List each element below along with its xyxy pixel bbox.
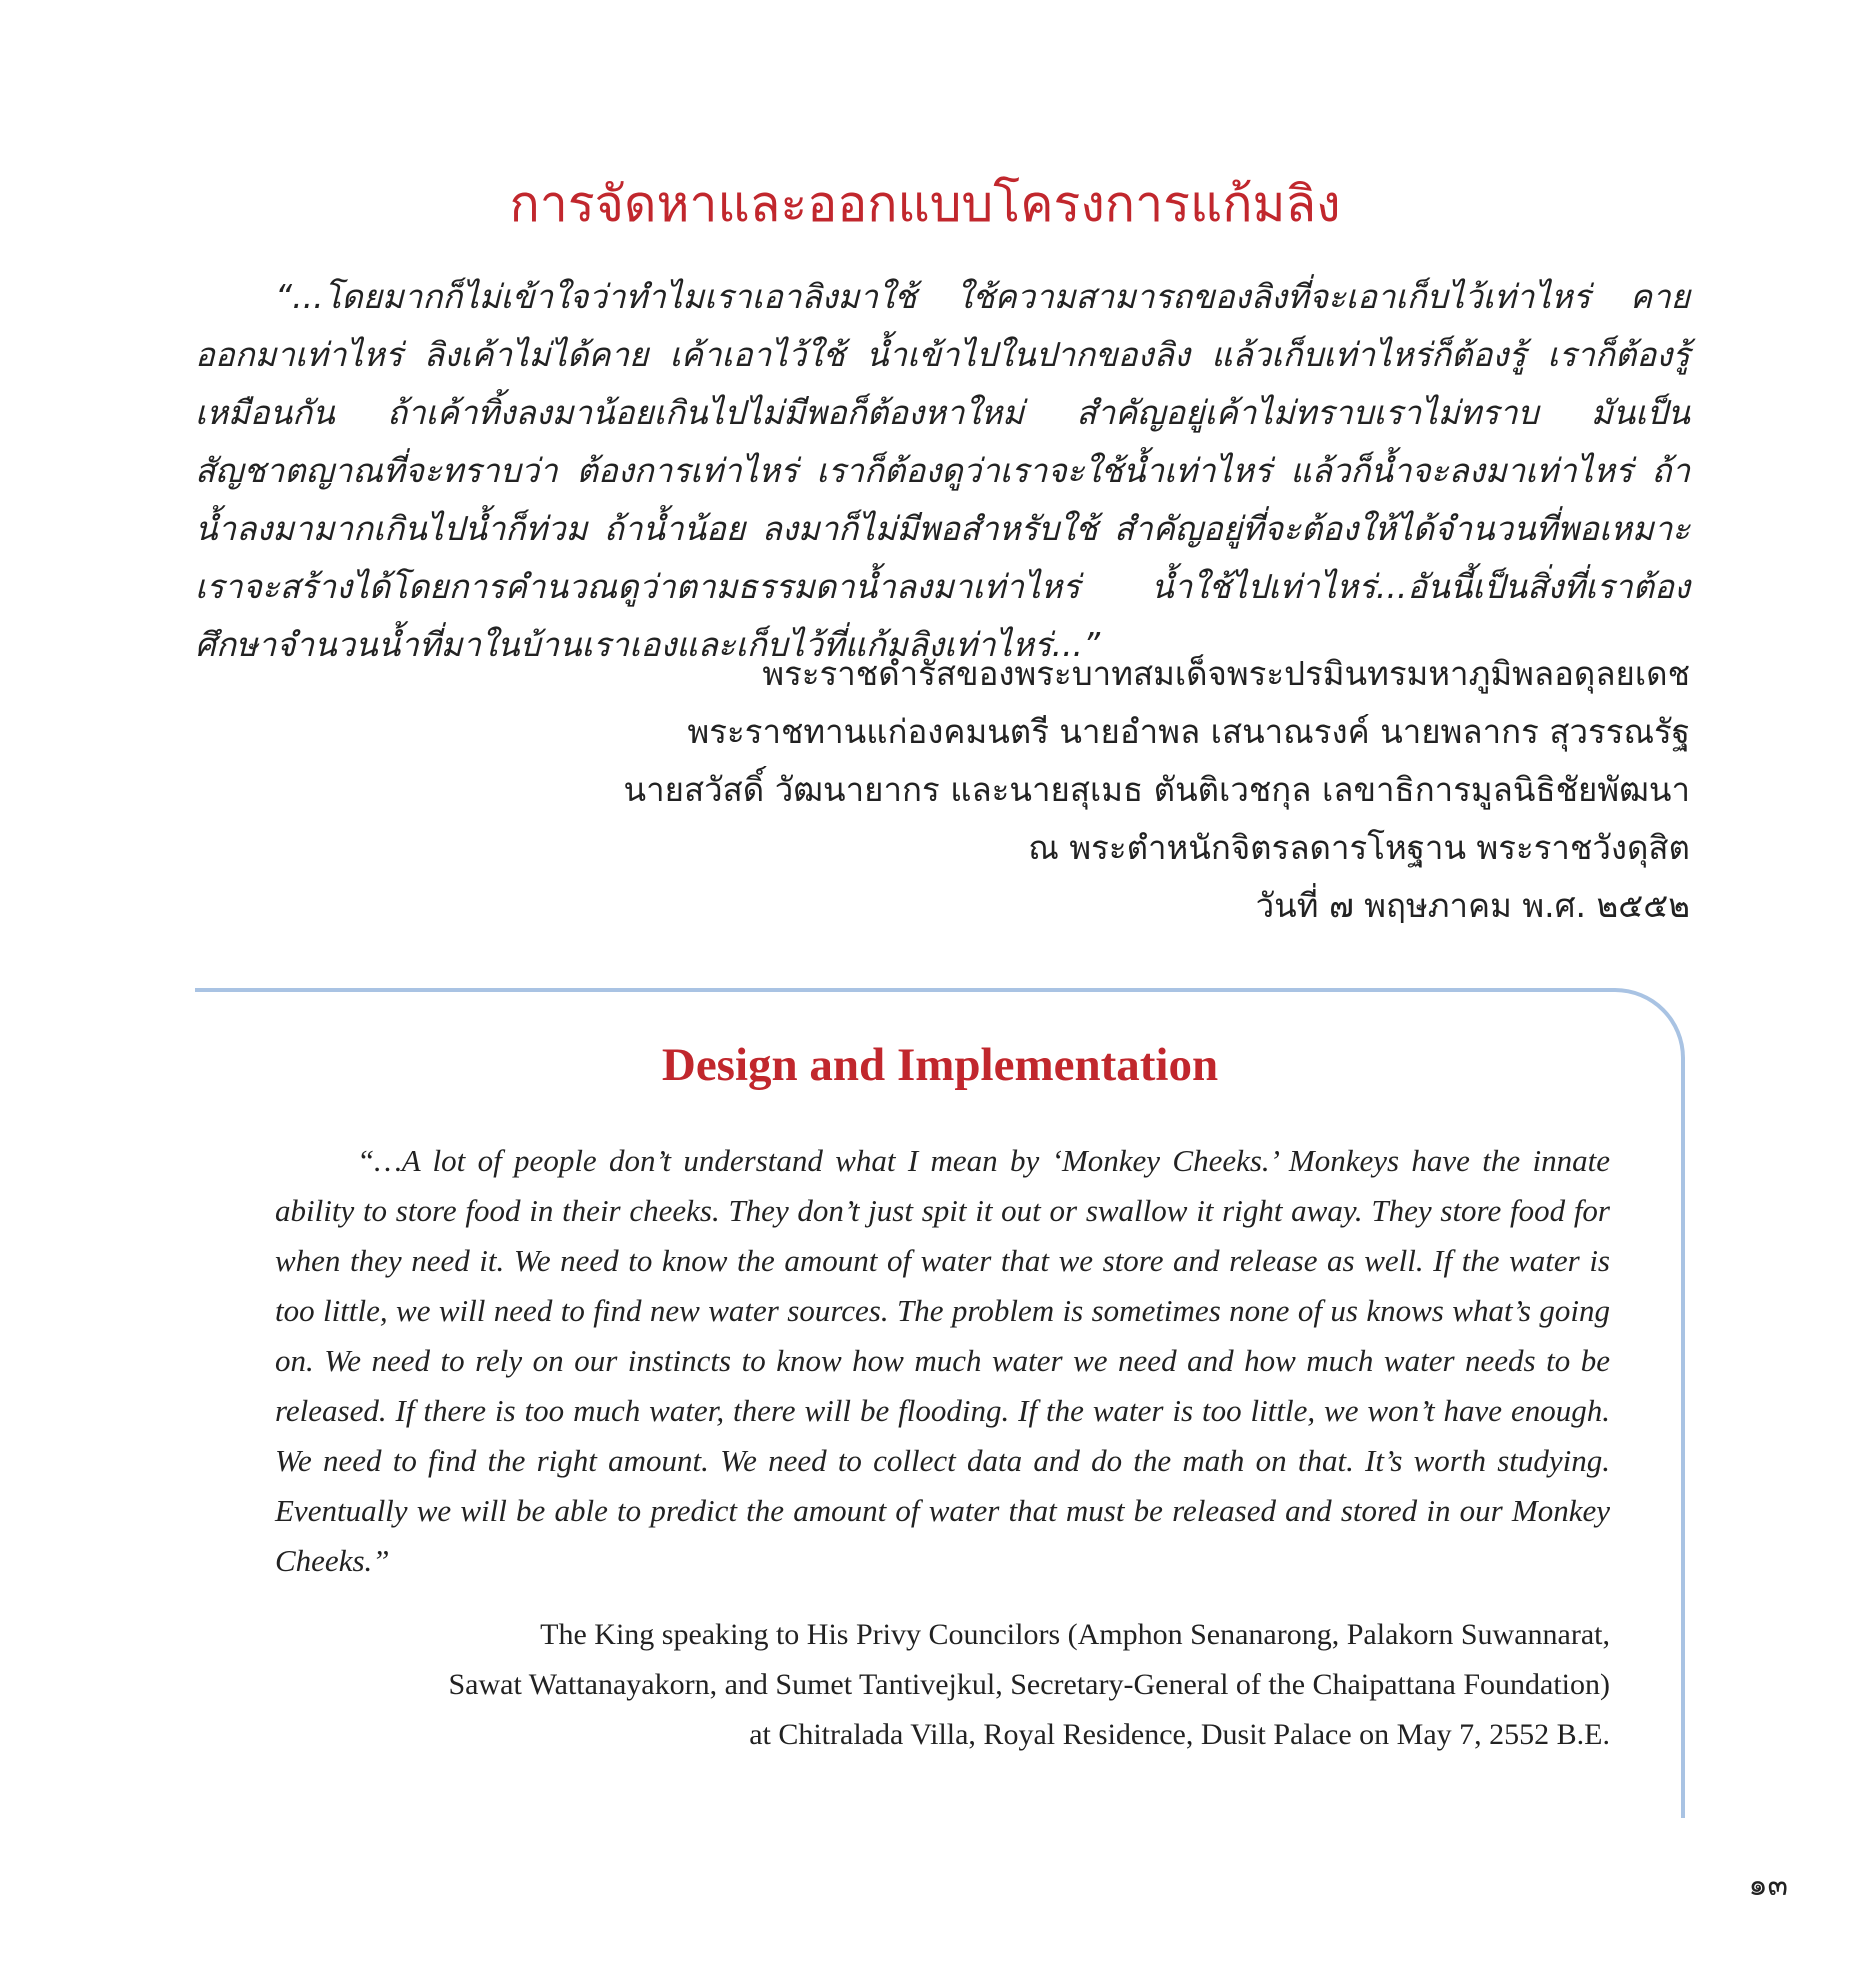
thai-attribution-line: นายสวัสดิ์ วัฒนายากร และนายสุเมธ ตันติเวชกุล เลขาธิการมูลนิธิชัยพัฒนา [623,770,1690,809]
thai-attribution-date: วันที่ ๗ พฤษภาคม พ.ศ. ๒๕๕๒ [1255,886,1690,925]
english-section-title: Design and Implementation [661,1039,1219,1091]
page-number: ๑๓ [1748,1868,1788,1903]
thai-attribution-line: ณ พระตำหนักจิตรลดารโหฐาน พระราชวังดุสิต [1028,828,1690,867]
thai-attribution-line: พระราชดำรัสของพระบาทสมเด็จพระปรมินทรมหาภูมิพลอดุลยเดช [762,654,1690,693]
thai-attribution-line: พระราชทานแก่องคมนตรี นายอำพล เสนาณรงค์ นายพลากร สุวรรณรัฐ [687,712,1690,751]
thai-quote [195,268,1690,674]
thai-section-title: การจัดหาและออกแบบโครงการแก้มลิง [509,175,1341,233]
english-attribution-line: at Chitralada Villa, Royal Residence, Dusit Palace on May 7, 2552 B.E. [749,1718,1610,1751]
english-attribution [275,1610,1610,1760]
english-quote-text: “…A lot of people don’t understand what I mean by ‘Monkey Cheeks.’ Monkeys have the innate ability to store food in their cheeks. They don’t just spit it out or swallow it right away. They store food for when they need it. We need to know the amount of water that we store and release as well. If the water is too little, we will need to find new water sources. The problem is sometimes none of us knows what’s going on. We need to rely on our instincts to know how much water we need and how much water needs to be released. If there is too much water, there will be flooding. If the water is too little, we won’t have enough. We need to find the right amount. We need to collect data and do the math on that. It’s worth studying. Eventually we will be able to predict the amount of water that must be released and stored in our Monkey Cheeks.” [275,1143,1610,1578]
english-attribution-line: Sawat Wattanayakorn, and Sumet Tantivejkul, Secretary-General of the Chaipattana Foundation) [448,1668,1610,1701]
thai-quote-text: “...โดยมากก็ไม่เข้าใจว่าทำไมเราเอาลิงมาใช้ ใช้ความสามารถของลิงที่จะเอาเก็บไว้เท่าไหร่ คายออกมาเท่าไหร่ ลิงเค้าไม่ได้คาย เค้าเอาไว้ใช้ น้ำเข้าไปในปากของลิง แล้วเก็บเท่าไหร่ก็ต้องรู้ เราก็ต้องรู้เหมือนกัน ถ้าเค้าทิ้งลงมาน้อยเกินไปไม่มีพอก็ต้องหาใหม่ สำคัญอยู่เค้าไม่ทราบเราไม่ทราบ มันเป็นสัญชาตญาณที่จะทราบว่า ต้องการเท่าไหร่ เราก็ต้องดูว่าเราจะใช้น้ำเท่าไหร่ แล้วก็น้ำจะลงมาเท่าไหร่ ถ้าน้ำลงมามากเกินไปน้ำก็ท่วม ถ้าน้ำน้อย ลงมาก็ไม่มีพอสำหรับใช้ สำคัญอยู่ที่จะต้องให้ได้จำนวนที่พอเหมาะ เราจะสร้างได้โดยการคำนวณดูว่าตามธรรมดาน้ำลงมาเท่าไหร่ น้ำใช้ไปเท่าไหร่...อันนี้เป็นสิ่งที่เราต้องศึกษาจำนวนน้ำที่มาในบ้านเราเองและเก็บไว้ที่แก้มลิงเท่าไหร่...” [195,277,1690,664]
english-attribution-line: The King speaking to His Privy Councilors (Amphon Senanarong, Palakorn Suwannarat, [540,1618,1610,1651]
english-quote [275,1136,1610,1586]
thai-attribution [195,645,1690,935]
